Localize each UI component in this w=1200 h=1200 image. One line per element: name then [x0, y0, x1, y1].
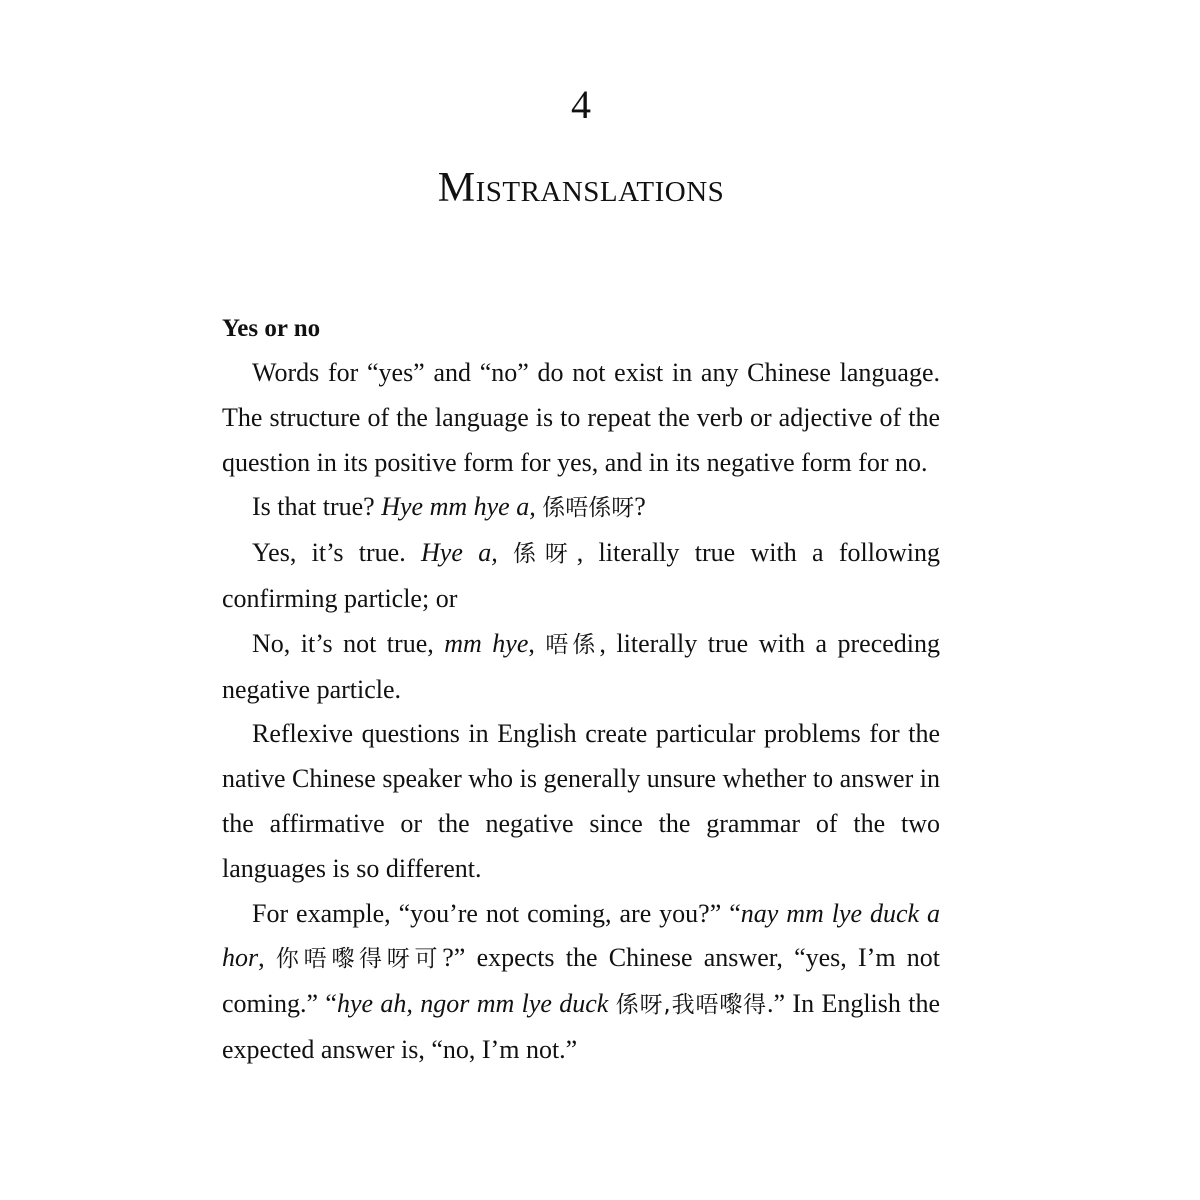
paragraph-reflexive-questions: [222, 712, 940, 891]
body-text-run: , literally true with a preceding negative particle.: [222, 628, 941, 704]
body-text-run: For example, “you’re not coming, are you?” “: [252, 898, 741, 928]
paragraph-for-example: [222, 892, 940, 1073]
body-text-run: [498, 538, 513, 567]
body-text-run: , literally true with a following confirming particle; or: [222, 538, 940, 613]
chinese-characters: 係唔係呀: [542, 495, 635, 522]
body-text-run: Words for “yes” and “no” do not exist in any Chinese language. The structure of the language is to repeat the verb or adjective of the question in its positive form for yes, and in its negative form for no.: [222, 358, 940, 477]
body-text-run: Is that true?: [252, 492, 382, 522]
body-text-run: Reflexive questions in English create particular problems for the native Chinese speaker who is generally unsure whether to answer in the affirmative or the negative since the grammar of the two languages is so different.: [222, 719, 940, 883]
chinese-characters: 係呀: [513, 541, 577, 568]
body-text-run: ?: [634, 492, 646, 522]
romanization-text: mm hye: [444, 628, 529, 658]
body-text-run: No, it’s not true,: [252, 628, 445, 658]
romanization-text: Hye a,: [421, 538, 498, 568]
romanization-text: Hye mm hye a,: [381, 492, 536, 522]
section-heading: Yes or no: [222, 315, 321, 342]
body-text-run: ?” expects the Chinese answer, “yes, I’m not coming.” “: [222, 943, 941, 1019]
body-text-run: [608, 989, 615, 1018]
body-text-run: .” In English the expected answer is, “no, I’m not.”: [222, 989, 941, 1064]
romanization-text: nay mm lye duck a hor: [222, 898, 940, 973]
paragraph-no-its-not-true: [222, 622, 940, 713]
chinese-characters: 係呀,我唔嚟得: [615, 992, 768, 1019]
chapter-title: Mistranslations: [437, 165, 725, 211]
chinese-characters: 唔係: [545, 631, 600, 658]
body-text-run: ,: [528, 628, 546, 658]
chapter-body: [222, 307, 940, 1073]
paragraph-is-that-true: [222, 485, 940, 531]
paragraph-yes-no-intro: [222, 351, 940, 485]
romanization-text: hye ah, ngor mm lye duck: [336, 989, 609, 1019]
body-text-run: ,: [258, 943, 276, 973]
body-text-run: Yes, it’s true.: [252, 538, 422, 568]
paragraph-yes-its-true: [222, 531, 940, 622]
chinese-characters: 你唔嚟得呀可: [275, 946, 443, 973]
chapter-number: 4: [571, 82, 591, 127]
